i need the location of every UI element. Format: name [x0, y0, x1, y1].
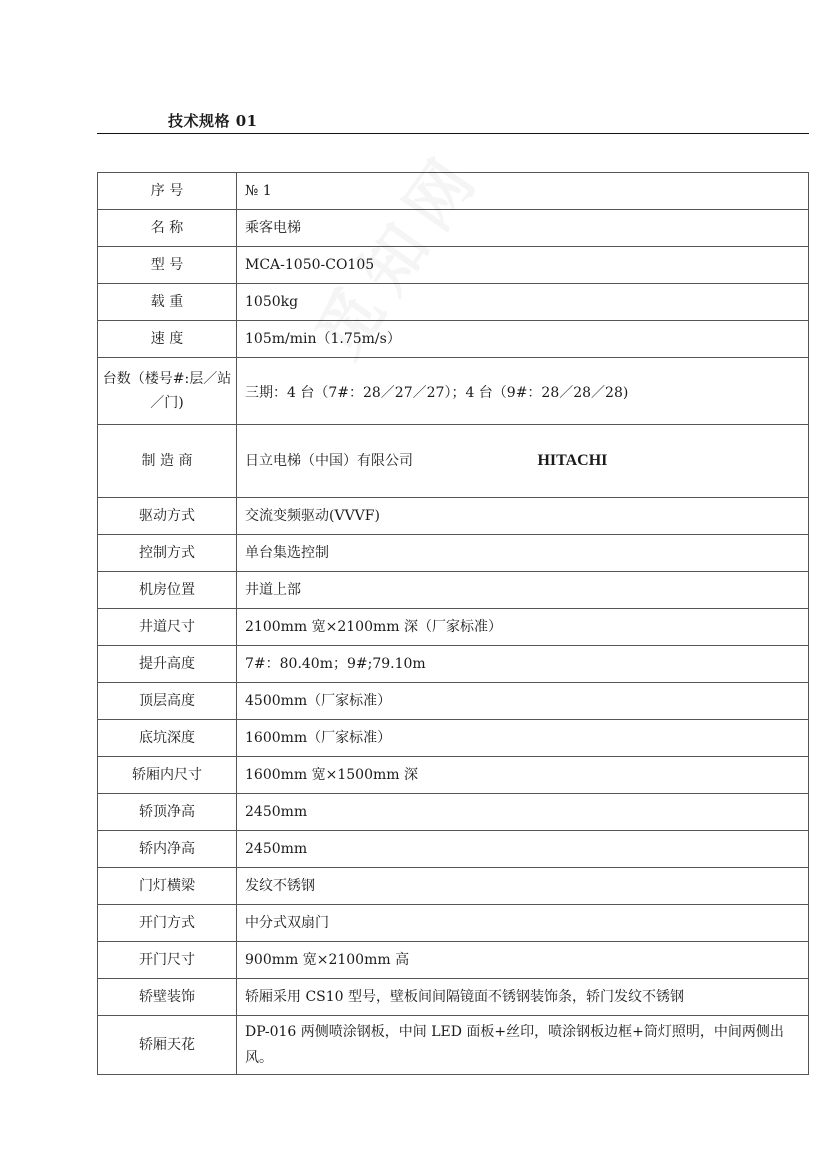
row-value: 105m/min（1.75m/s） [237, 321, 809, 358]
table-row [98, 609, 809, 646]
row-value: 2100mm 宽×2100mm 深（厂家标准） [237, 609, 809, 646]
row-value: 1600mm（厂家标准） [237, 720, 809, 757]
row-label: 门灯横梁 [98, 868, 237, 905]
table-row [98, 284, 809, 321]
row-label: 轿厢内尺寸 [98, 757, 237, 794]
row-label: 轿厢天花 [98, 1016, 237, 1075]
table-row [98, 173, 809, 210]
row-value: 乘客电梯 [237, 210, 809, 247]
row-value: 7#：80.40m；9#;79.10m [237, 646, 809, 683]
row-label: 顶层高度 [98, 683, 237, 720]
row-value: № 1 [237, 173, 809, 210]
row-label: 井道尺寸 [98, 609, 237, 646]
row-label: 序 号 [98, 173, 237, 210]
table-row [98, 425, 809, 498]
brand-logo-text: HITACHI [537, 452, 608, 469]
row-value: 轿厢采用 CS10 型号，壁板间间隔镜面不锈钢装饰条，轿门发纹不锈钢 [237, 979, 809, 1016]
row-label: 提升高度 [98, 646, 237, 683]
table-row [98, 572, 809, 609]
row-label: 速 度 [98, 321, 237, 358]
row-label: 轿壁装饰 [98, 979, 237, 1016]
row-label: 控制方式 [98, 535, 237, 572]
page-heading: 技术规格 01 [168, 112, 258, 130]
table-row [98, 942, 809, 979]
row-value: DP-016 两侧喷涂钢板，中间 LED 面板+丝印，喷涂钢板边框+筒灯照明，中间两侧出风。 [237, 1016, 809, 1075]
row-value: 中分式双扇门 [237, 905, 809, 942]
row-label: 开门尺寸 [98, 942, 237, 979]
row-value: 2450mm [237, 794, 809, 831]
row-value: 2450mm [237, 831, 809, 868]
row-value: MCA-1050-CO105 [237, 247, 809, 284]
row-value: 发纹不锈钢 [237, 868, 809, 905]
table-row [98, 210, 809, 247]
row-value: 900mm 宽×2100mm 高 [237, 942, 809, 979]
table-row [98, 720, 809, 757]
table-row [98, 358, 809, 425]
row-label: 台数（楼号#:层／站／门) [98, 358, 237, 425]
row-label: 底坑深度 [98, 720, 237, 757]
table-row [98, 757, 809, 794]
row-value: 井道上部 [237, 572, 809, 609]
row-label: 轿顶净高 [98, 794, 237, 831]
table-row [98, 1016, 809, 1075]
table-row [98, 321, 809, 358]
heading-rule [97, 133, 809, 134]
row-value: 三期：4 台（7#：28／27／27）；4 台（9#：28／28／28) [237, 358, 809, 425]
table-row [98, 535, 809, 572]
table-row [98, 498, 809, 535]
row-label: 载 重 [98, 284, 237, 321]
row-label: 机房位置 [98, 572, 237, 609]
table-row [98, 979, 809, 1016]
row-label: 型 号 [98, 247, 237, 284]
table-row [98, 794, 809, 831]
table-row [98, 683, 809, 720]
row-value: 1050kg [237, 284, 809, 321]
table-row [98, 247, 809, 284]
spec-table [97, 172, 809, 1075]
row-label: 名 称 [98, 210, 237, 247]
row-label: 驱动方式 [98, 498, 237, 535]
table-row [98, 831, 809, 868]
row-value [237, 425, 809, 498]
table-row [98, 905, 809, 942]
table-row [98, 868, 809, 905]
row-label: 制 造 商 [98, 425, 237, 498]
row-value: 1600mm 宽×1500mm 深 [237, 757, 809, 794]
row-value: 单台集选控制 [237, 535, 809, 572]
row-label: 开门方式 [98, 905, 237, 942]
row-value: 4500mm（厂家标准） [237, 683, 809, 720]
row-label: 轿内净高 [98, 831, 237, 868]
row-value: 交流变频驱动(VVVF) [237, 498, 809, 535]
table-row [98, 646, 809, 683]
manufacturer-name: 日立电梯（中国）有限公司 [245, 453, 413, 469]
